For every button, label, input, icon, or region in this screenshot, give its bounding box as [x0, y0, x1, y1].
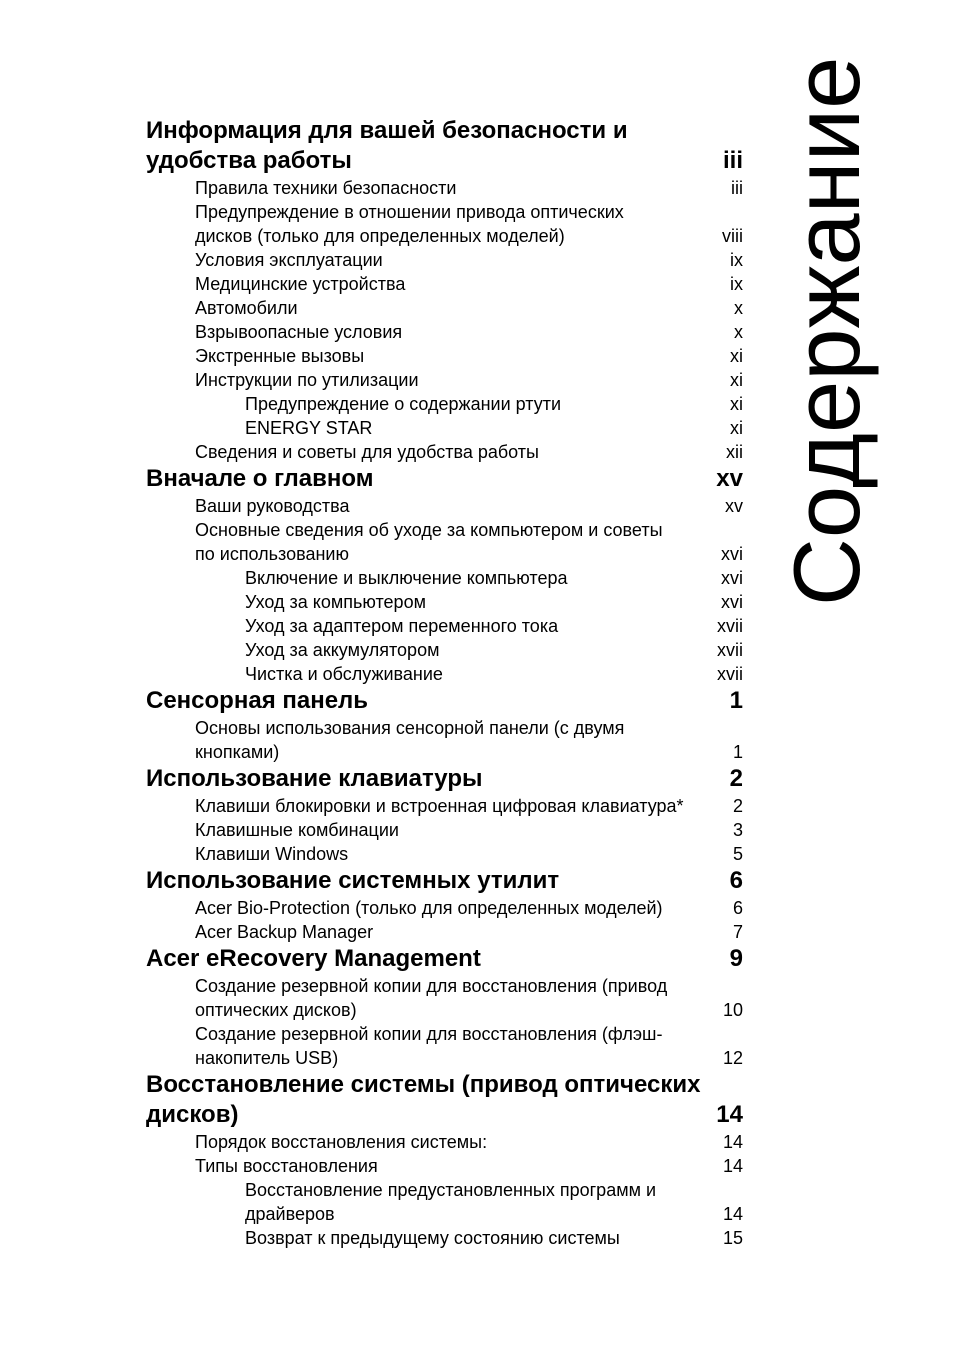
toc-subentry[interactable]	[146, 1178, 743, 1226]
toc-entry-title: Ваши руководства	[195, 496, 350, 516]
toc-entry-title: Вначале о главном	[146, 465, 374, 492]
toc-entry-title: Уход за адаптером переменного тока	[245, 616, 559, 636]
toc-entry[interactable]	[146, 248, 743, 272]
toc-entry-title: Acer eRecovery Management	[146, 945, 481, 972]
toc-page-number: 9	[729, 945, 743, 972]
toc-entry-title: Предупреждение о содержании ртути	[245, 394, 562, 414]
toc-section-heading[interactable]	[146, 764, 743, 794]
toc-entry-title: Уход за компьютером	[245, 592, 426, 612]
toc-page-number: 6	[729, 867, 743, 894]
toc-page-number: xvii	[717, 640, 743, 660]
toc-entry-title: Возврат к предыдущему состоянию системы	[245, 1228, 620, 1248]
toc-page-number: 14	[722, 1132, 743, 1152]
toc-entry[interactable]	[146, 440, 743, 464]
toc-page-number: ix	[730, 274, 743, 294]
toc-page-number: 7	[732, 922, 743, 942]
toc-entry-title: Правила техники безопасности	[195, 178, 457, 198]
toc-entry-title: Порядок восстановления системы:	[195, 1132, 488, 1152]
toc-page-number: 3	[732, 820, 743, 840]
toc-entry-title: Использование клавиатуры	[146, 765, 483, 792]
toc-page-number: 14	[722, 1156, 743, 1176]
toc-subentry[interactable]	[146, 566, 743, 590]
toc-page-number: xv	[716, 465, 743, 492]
toc-entry[interactable]	[146, 794, 743, 818]
toc-subentry[interactable]	[146, 1226, 743, 1250]
toc-page-number: 14	[722, 1204, 743, 1224]
toc-entry-title: Основы использования сенсорной панели (с двумя кнопками)	[195, 718, 625, 762]
toc-section-heading[interactable]	[146, 866, 743, 896]
toc-entry-title: ENERGY STAR	[245, 418, 373, 438]
toc-entry[interactable]	[146, 1022, 743, 1070]
toc-entry-title: Клавишные комбинации	[195, 820, 399, 840]
toc-entry-title: Чистка и обслуживание	[245, 664, 443, 684]
toc-page-number: 1	[732, 742, 743, 762]
toc-page-number: 1	[729, 687, 743, 714]
toc-entry[interactable]	[146, 1154, 743, 1178]
toc-entry-title: Сенсорная панель	[146, 687, 369, 714]
chapter-side-title: Содержание	[774, 56, 879, 606]
table-of-contents	[146, 116, 743, 1250]
toc-page-number: 2	[732, 796, 743, 816]
toc-page-number: 12	[722, 1048, 743, 1068]
toc-subentry[interactable]	[146, 416, 743, 440]
toc-entry-title: Создание резервной копии для восстановления (привод оптических дисков)	[195, 976, 668, 1020]
toc-page-number: 14	[716, 1101, 743, 1128]
toc-entry-title: Информация для вашей безопасности и удобства работы	[146, 117, 628, 174]
toc-page-number: xvii	[717, 664, 743, 684]
toc-entry[interactable]	[146, 272, 743, 296]
toc-entry[interactable]	[146, 1130, 743, 1154]
toc-page-number: 10	[722, 1000, 743, 1020]
toc-entry-title: Автомобили	[195, 298, 298, 318]
toc-entry-title: Использование системных утилит	[146, 867, 560, 894]
toc-page-number: 15	[722, 1228, 743, 1248]
toc-entry-title: Включение и выключение компьютера	[245, 568, 568, 588]
toc-entry[interactable]	[146, 494, 743, 518]
toc-page-number: xvi	[721, 544, 743, 564]
toc-entry-title: Acer Backup Manager	[195, 922, 374, 942]
toc-page-number: xv	[725, 496, 743, 516]
toc-entry[interactable]	[146, 320, 743, 344]
toc-section-heading[interactable]	[146, 944, 743, 974]
toc-subentry[interactable]	[146, 662, 743, 686]
toc-entry[interactable]	[146, 518, 743, 566]
toc-entry[interactable]	[146, 818, 743, 842]
toc-subentry[interactable]	[146, 614, 743, 638]
toc-entry-title: Уход за аккумулятором	[245, 640, 440, 660]
toc-page-number: 2	[729, 765, 743, 792]
toc-subentry[interactable]	[146, 392, 743, 416]
toc-page-number: xvi	[721, 592, 743, 612]
toc-entry[interactable]	[146, 296, 743, 320]
toc-page-number: xi	[730, 370, 743, 390]
toc-entry-title: Условия эксплуатации	[195, 250, 383, 270]
toc-page-number: xii	[726, 442, 743, 462]
toc-section-heading[interactable]	[146, 686, 743, 716]
toc-page-number: xi	[730, 346, 743, 366]
toc-entry[interactable]	[146, 176, 743, 200]
toc-entry[interactable]	[146, 200, 743, 248]
toc-entry-title: Сведения и советы для удобства работы	[195, 442, 539, 462]
toc-page-number: xvi	[721, 568, 743, 588]
toc-section-heading[interactable]	[146, 1070, 743, 1130]
toc-page-number: 5	[732, 844, 743, 864]
toc-page-number: 6	[732, 898, 743, 918]
toc-page-number: iii	[722, 147, 743, 174]
toc-section-heading[interactable]	[146, 116, 743, 176]
toc-subentry[interactable]	[146, 590, 743, 614]
toc-entry[interactable]	[146, 842, 743, 866]
toc-page-number: x	[734, 298, 743, 318]
toc-entry[interactable]	[146, 920, 743, 944]
toc-entry-title: Acer Bio-Protection (только для определенных моделей)	[195, 898, 663, 918]
toc-entry-title: Клавиши Windows	[195, 844, 349, 864]
toc-page-number: xi	[730, 418, 743, 438]
toc-entry-title: Типы восстановления	[195, 1156, 378, 1176]
toc-entry-title: Предупреждение в отношении привода оптических дисков (только для определенных моделей)	[195, 202, 624, 246]
toc-entry[interactable]	[146, 716, 743, 764]
toc-page-number: xvii	[717, 616, 743, 636]
toc-entry-title: Медицинские устройства	[195, 274, 406, 294]
toc-page-number: ix	[730, 250, 743, 270]
toc-entry-title: Основные сведения об уходе за компьютером и советы по использованию	[195, 520, 663, 564]
toc-page-number: xi	[730, 394, 743, 414]
toc-entry[interactable]	[146, 344, 743, 368]
toc-entry-title: Клавиши блокировки и встроенная цифровая клавиатура*	[195, 796, 684, 816]
toc-entry-title: Восстановление предустановленных программ и драйверов	[245, 1180, 657, 1224]
toc-entry-title: Восстановление системы (привод оптических дисков)	[146, 1071, 701, 1128]
toc-subentry[interactable]	[146, 638, 743, 662]
toc-entry-title: Инструкции по утилизации	[195, 370, 419, 390]
toc-page-number: x	[734, 322, 743, 342]
toc-entry-title: Взрывоопасные условия	[195, 322, 403, 342]
toc-section-heading[interactable]	[146, 464, 743, 494]
toc-page-number: iii	[731, 178, 743, 198]
toc-entry-title: Экстренные вызовы	[195, 346, 365, 366]
toc-entry[interactable]	[146, 896, 743, 920]
toc-entry[interactable]	[146, 974, 743, 1022]
toc-entry-title: Создание резервной копии для восстановления (флэш-накопитель USB)	[195, 1024, 663, 1068]
toc-entry[interactable]	[146, 368, 743, 392]
toc-page-number: viii	[722, 226, 743, 246]
